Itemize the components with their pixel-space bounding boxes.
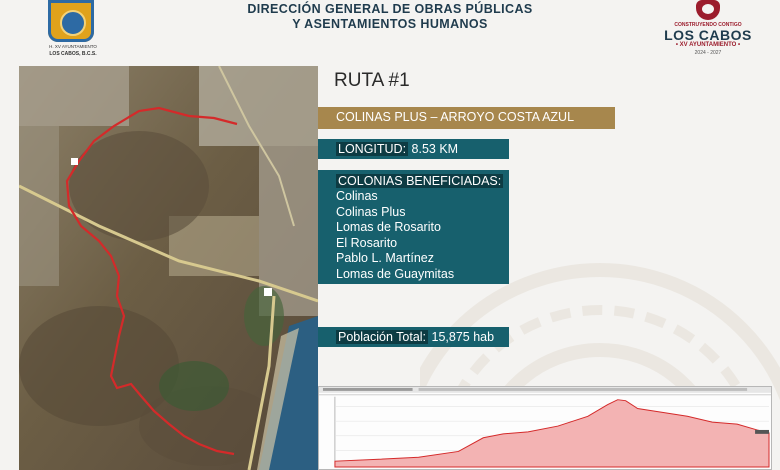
colonia-item: Colinas: [336, 189, 378, 203]
route-name-bar: [318, 107, 615, 129]
population-value: 15,875 hab: [431, 330, 495, 344]
los-cabos-logo: [660, 0, 756, 60]
profile-stats-text: [419, 388, 748, 391]
elevation-profile-chart: [318, 386, 772, 470]
colonia-item: Lomas de Guaymitas: [336, 267, 455, 281]
length-box: [318, 139, 509, 159]
satellite-map: [19, 66, 318, 470]
colonias-label: COLONIAS BENEFICIADAS:: [338, 174, 502, 188]
header-line-1: DIRECCIÓN GENERAL DE OBRAS PÚBLICAS: [247, 2, 533, 16]
length-value: 8.53 KM: [411, 142, 459, 156]
logo-years: 2024 - 2027: [694, 50, 722, 56]
population-label: Población Total:: [338, 330, 427, 344]
route-title: RUTA #1: [334, 70, 410, 91]
logo-subtitle: • XV AYUNTAMIENTO •: [675, 42, 741, 48]
page-header: [200, 2, 580, 32]
route-name: COLINAS PLUS – ARROYO COSTA AZUL: [336, 110, 575, 124]
logo-tagline: CONSTRUYENDO CONTIGO: [674, 22, 742, 28]
elevation-area: [335, 400, 769, 467]
colonia-item: Colinas Plus: [336, 204, 406, 219]
length-label: LONGITUD:: [338, 142, 407, 156]
emblem-icon: [696, 0, 720, 20]
logo-caption-1: H. XV AYUNTAMIENTO: [49, 44, 97, 49]
profile-toolbar-text: [323, 388, 413, 391]
colonia-item: Lomas de Rosarito: [336, 220, 441, 235]
logo-name: LOS CABOS: [664, 27, 752, 43]
ayuntamiento-logo: [44, 0, 102, 62]
colonia-item: Pablo L. Martínez: [336, 251, 434, 266]
population-box: [318, 327, 509, 347]
logo-caption-2: LOS CABOS, B.C.S.: [49, 51, 97, 57]
coat-of-arms-icon: [48, 0, 94, 42]
colonias-box: [318, 170, 509, 284]
header-line-2: Y ASENTAMIENTOS HUMANOS: [292, 17, 488, 31]
colonia-item: El Rosarito: [336, 235, 398, 250]
